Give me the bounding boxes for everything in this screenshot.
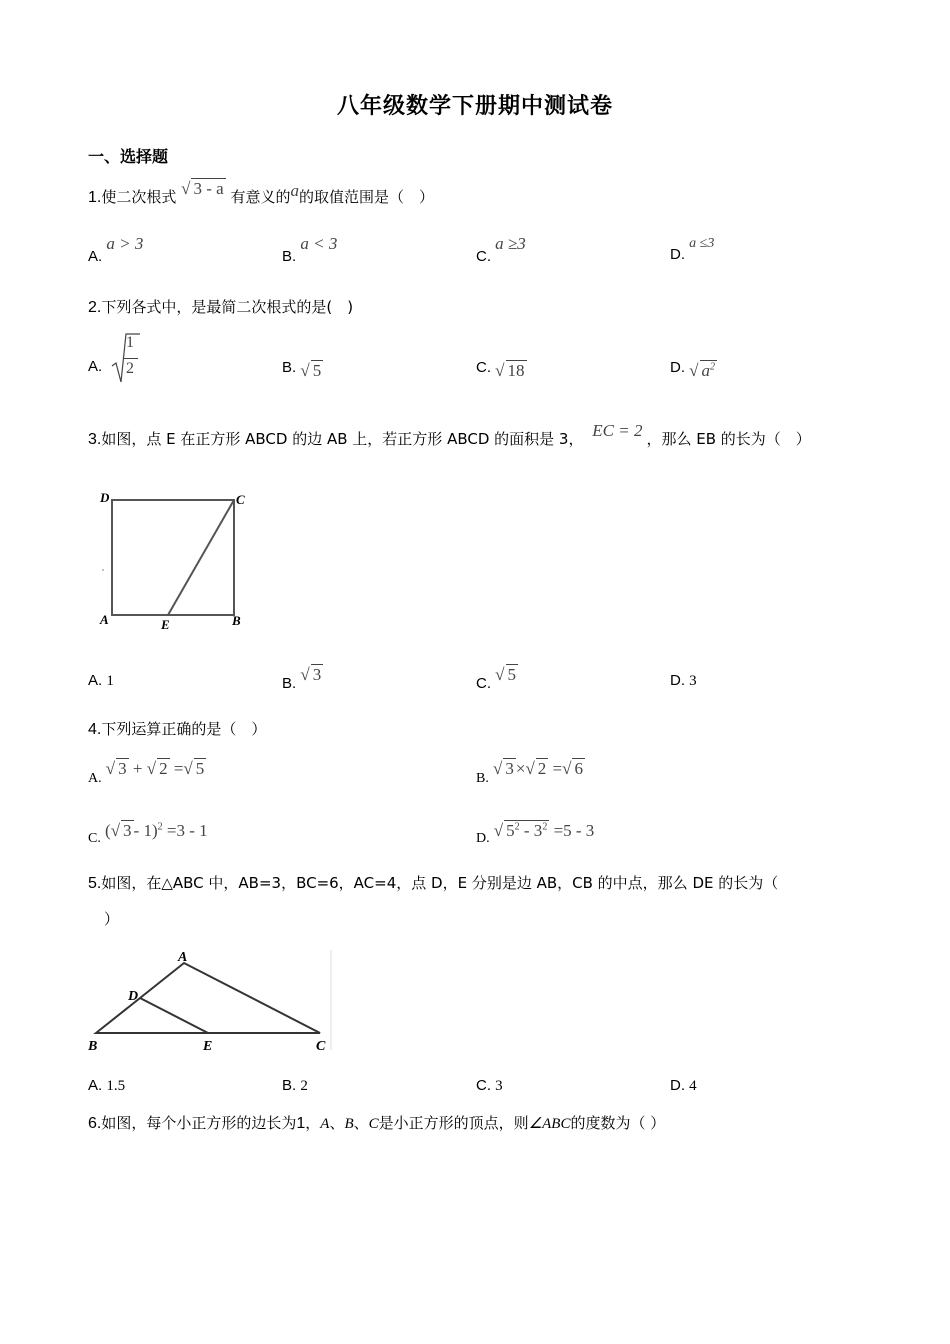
sqrt-expression: √ 18: [495, 361, 525, 380]
option-math: (√ 3 - 1)$^2$ =3 - 1: [105, 821, 208, 840]
question-5-option-a[interactable]: [88, 1077, 125, 1095]
variable: a: [290, 181, 299, 200]
sqrt-expression: √ 3 - a: [181, 179, 224, 198]
sqrt-expression: √ 5: [495, 665, 517, 684]
question-5-option-b[interactable]: [282, 1077, 308, 1095]
question-4-option-b[interactable]: [476, 759, 585, 787]
exponent: 2: [710, 361, 716, 373]
sqrt-expression: √ 3: [300, 665, 322, 684]
radicand: 3: [505, 759, 514, 778]
option-math: √ $5^2 - 3^2 =5 - 3$: [493, 821, 595, 840]
question-4-option-a[interactable]: [88, 759, 206, 787]
question-3-option-d[interactable]: [670, 672, 697, 690]
question-1-option-a[interactable]: [88, 234, 144, 266]
radicand: 18: [507, 361, 525, 380]
paren: (: [105, 821, 111, 840]
question-3-stem: [88, 421, 811, 449]
option-text: 3: [495, 1078, 503, 1094]
option-math: a ≤3: [689, 236, 715, 251]
base: 5: [506, 821, 515, 840]
option-math: √ 3 + √ 2 =√ 5: [105, 759, 205, 778]
stem-text: 是小正方形的顶点，则: [378, 1114, 529, 1132]
radicand: 2: [537, 759, 547, 778]
option-math: a < 3: [300, 234, 338, 253]
option-letter: D.: [670, 672, 685, 689]
question-6-stem: [88, 1112, 665, 1133]
segment-de: [140, 998, 208, 1033]
label-e: E: [161, 617, 170, 632]
equals: =: [552, 759, 563, 778]
operator: +: [132, 759, 143, 778]
exponent: 2: [514, 821, 520, 833]
fraction-denominator: 2: [126, 360, 134, 377]
question-number: 1.: [88, 189, 102, 206]
option-letter: B.: [476, 771, 489, 786]
section-heading: 一、选择题: [88, 147, 169, 166]
point-a: A: [320, 1116, 330, 1132]
triangle-figure: [88, 945, 338, 1060]
option-letter: A.: [88, 771, 102, 786]
option-letter: B.: [282, 248, 297, 265]
label-d: D: [100, 490, 110, 505]
question-1-option-d[interactable]: [670, 236, 715, 264]
question-number: 4.: [88, 721, 102, 738]
stem-number: 1: [296, 1115, 306, 1132]
radicand: 3: [312, 665, 322, 684]
fraction-numerator: 1: [126, 334, 134, 351]
option-letter: B.: [282, 359, 297, 376]
question-1-option-b[interactable]: [282, 234, 338, 266]
question-2-option-a[interactable]: [88, 332, 134, 377]
question-number: 6.: [88, 1115, 102, 1132]
operator: ×: [515, 759, 526, 778]
exponent: 2: [157, 821, 163, 833]
question-number: 2.: [88, 299, 102, 316]
radicand: 5: [195, 759, 205, 778]
question-5-stem-continued: ）: [104, 910, 120, 928]
radicand: 5: [312, 361, 322, 380]
stem-text: 下列运算正确的是（ ）: [101, 720, 267, 738]
option-letter: A.: [88, 1077, 103, 1094]
question-3-option-a[interactable]: [88, 672, 114, 690]
option-letter: B.: [282, 675, 297, 692]
question-5-option-d[interactable]: [670, 1077, 697, 1095]
right-hand-side: =3 - 1: [166, 821, 208, 840]
question-3-option-b[interactable]: [282, 665, 323, 693]
point-b: B: [344, 1116, 354, 1132]
label-b: B: [232, 613, 241, 628]
option-letter: C.: [476, 675, 491, 692]
option-letter: C.: [476, 1077, 491, 1094]
label-d: D: [128, 989, 139, 1004]
question-4-stem: [88, 718, 266, 739]
stem-text: 如图，点 E 在正方形 ABCD 的边 AB 上，若正方形 ABCD 的面积是 3，: [101, 430, 584, 448]
option-letter: A.: [88, 672, 103, 689]
minus-term: - 1): [133, 821, 158, 840]
option-math: a ≥3: [495, 234, 526, 253]
exponent: 2: [542, 821, 548, 833]
question-1-stem: [88, 179, 435, 207]
minus-term: - 3: [523, 821, 543, 840]
label-c: C: [236, 492, 245, 507]
question-2-option-d[interactable]: [670, 356, 717, 380]
question-5-option-c[interactable]: [476, 1077, 503, 1095]
sqrt-fraction: [110, 332, 140, 388]
option-letter: C.: [476, 248, 491, 265]
option-letter: A.: [88, 358, 103, 375]
radicand: 3: [118, 759, 127, 778]
stem-text: 下列各式中，是最简二次根式的是( ): [101, 298, 354, 316]
option-text: 1.5: [106, 1078, 126, 1094]
equals: =: [173, 759, 184, 778]
point-c: C: [368, 1116, 379, 1132]
question-4-option-d[interactable]: [476, 821, 595, 847]
option-text: 3: [689, 673, 697, 689]
sqrt-expression: √ $a^2$: [689, 361, 716, 380]
angle-abc: ∠ABC: [528, 1116, 571, 1132]
option-math: √ 3 ×√ 2 =√ 6: [493, 759, 583, 778]
question-2-option-b[interactable]: [282, 356, 323, 380]
segment-ec: [168, 500, 234, 615]
question-2-stem: [88, 296, 353, 317]
label-a: A: [100, 612, 109, 627]
question-1-option-c[interactable]: [476, 234, 526, 266]
stray-dot: [102, 569, 104, 571]
option-letter: C.: [88, 831, 101, 846]
question-4-option-c[interactable]: [88, 821, 208, 847]
option-letter: D.: [670, 246, 685, 263]
option-math: a > 3: [106, 234, 144, 253]
label-c: C: [316, 1039, 326, 1054]
stem-text: 如图，每个小正方形的边长为: [101, 1114, 297, 1132]
option-letter: D.: [670, 1077, 685, 1094]
right-hand-side: =5 - 3: [553, 821, 595, 840]
page-title: 八年级数学下册期中测试卷: [336, 94, 613, 119]
fraction-bar: [124, 358, 138, 359]
sqrt-expression: √ 5: [300, 361, 322, 380]
radicand: 2: [159, 759, 168, 778]
stem-text: ，那么 EB 的长为（ ）: [646, 430, 811, 448]
radicand: 3: [123, 821, 132, 840]
stem-text: 的度数为（ ）: [570, 1114, 666, 1132]
stem-text: 有意义的: [230, 188, 291, 206]
stem-math: EC = 2: [592, 421, 643, 440]
question-5-stem: [88, 872, 778, 893]
option-letter: B.: [282, 1077, 297, 1094]
radicand: 3 - a: [193, 179, 224, 198]
option-letter: D.: [476, 831, 490, 846]
square-figure: [88, 485, 258, 635]
option-letter: D.: [670, 359, 685, 376]
option-letter: A.: [88, 248, 103, 265]
stem-text: 如图，在△ABC 中，AB=3，BC=6，AC=4，点 D，E 分别是边 AB，CB 的中点，那么 DE 的长为（: [101, 874, 779, 892]
separator: 、: [329, 1114, 345, 1132]
radicand: 5: [507, 665, 517, 684]
option-text: 2: [300, 1078, 308, 1094]
label-e: E: [203, 1039, 213, 1054]
separator: 、: [353, 1114, 369, 1132]
option-text: 4: [689, 1078, 697, 1094]
question-number: 5.: [88, 875, 102, 892]
question-2-option-c[interactable]: [476, 356, 527, 380]
radicand: a: [701, 361, 711, 380]
radicand: 6: [574, 759, 583, 778]
stem-text: ，: [305, 1114, 321, 1132]
option-letter: C.: [476, 359, 491, 376]
stem-text: 使二次根式: [101, 188, 177, 206]
label-a: A: [178, 950, 188, 965]
question-number: 3.: [88, 431, 102, 448]
label-b: B: [88, 1039, 98, 1054]
option-text: 1: [106, 673, 114, 689]
square-abcd: [112, 500, 234, 615]
question-3-option-c[interactable]: [476, 665, 518, 693]
stem-text: 的取值范围是（ ）: [299, 188, 435, 206]
